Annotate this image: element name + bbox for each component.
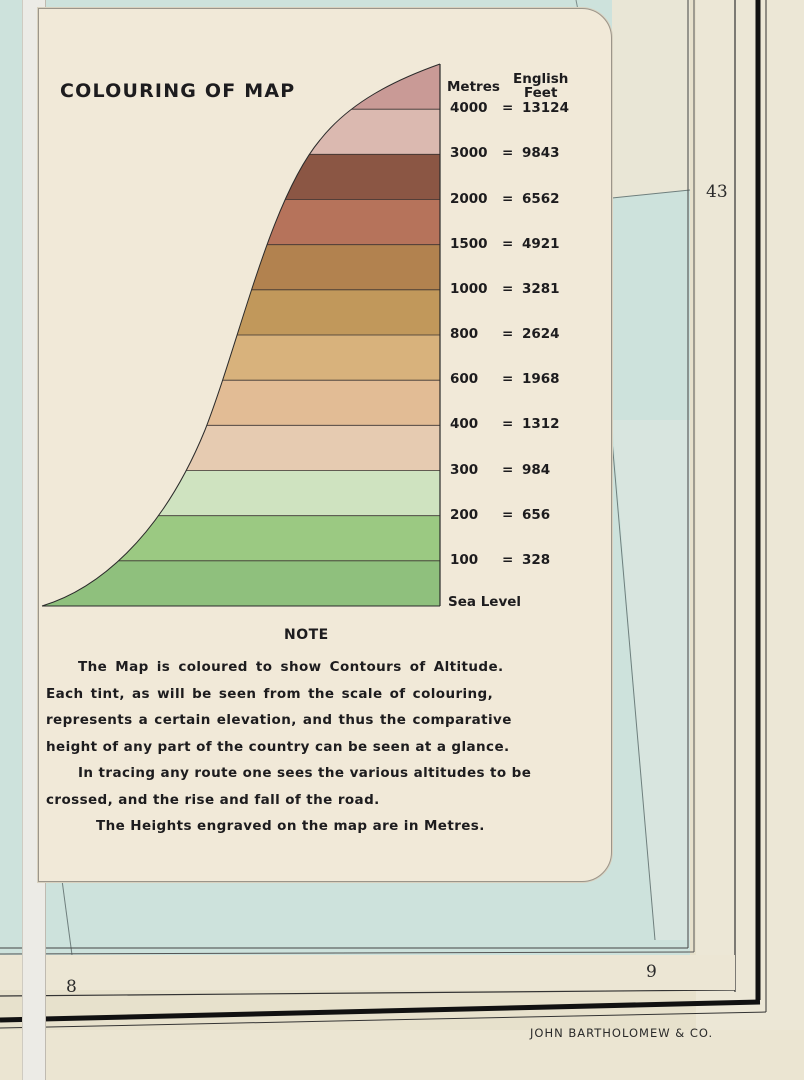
metres-value: 3000 [450, 145, 488, 162]
altitude-band [40, 335, 442, 381]
altitude-row [450, 371, 590, 389]
altitude-band [40, 425, 442, 471]
altitude-band [40, 380, 442, 426]
altitude-band [40, 516, 442, 562]
equals-sign: = [502, 235, 514, 252]
note-line: The Heights engraved on the map are in Metres. [96, 818, 485, 834]
equals-sign: = [502, 280, 514, 297]
note-line: crossed, and the rise and fall of the road. [46, 792, 380, 808]
altitude-row [450, 416, 590, 434]
feet-value: 3281 [522, 280, 560, 297]
metres-value: 1000 [450, 280, 488, 297]
metres-value: 2000 [450, 190, 488, 207]
note-line: The Map is coloured to show Contours of Altitude. [78, 659, 504, 675]
metres-value: 400 [450, 416, 479, 433]
altitude-row [450, 236, 590, 254]
altitude-row [450, 281, 590, 299]
altitude-row [450, 507, 590, 525]
altitude-row [450, 145, 590, 163]
equals-sign: = [502, 145, 514, 162]
equals-sign: = [502, 506, 514, 523]
metres-value: 1500 [450, 235, 488, 252]
note-line: height of any part of the country can be seen at a glance. [46, 739, 510, 755]
altitude-row [450, 552, 590, 570]
altitude-band [40, 154, 442, 200]
feet-value: 984 [522, 461, 551, 478]
altitude-band [40, 471, 442, 517]
equals-sign: = [502, 326, 514, 342]
equals-sign: = [502, 100, 514, 117]
feet-header-line1: English [513, 71, 569, 87]
feet-header-line2: Feet [523, 85, 558, 101]
metres-value: 200 [450, 506, 479, 523]
page-number-9: 9 [646, 962, 657, 982]
sea-level-label: Sea Level [448, 594, 522, 610]
publisher-imprint: JOHN BARTHOLOMEW & CO. [530, 1026, 714, 1040]
page-number-8: 8 [66, 977, 77, 997]
altitude-row [450, 191, 590, 209]
equals-sign: = [502, 461, 514, 478]
altitude-band [40, 64, 442, 110]
altitude-band [40, 245, 442, 291]
metres-value: 600 [450, 371, 479, 388]
altitude-band [40, 200, 442, 246]
altitude-row [450, 462, 590, 480]
equals-sign: = [502, 416, 514, 433]
note-line: In tracing any route one sees the various altitudes to be [78, 765, 532, 781]
note-line: represents a certain elevation, and thus the comparative [46, 712, 512, 728]
equals-sign: = [502, 551, 514, 568]
metres-header: Metres [447, 79, 500, 95]
feet-value: 328 [522, 551, 551, 568]
feet-value: 4921 [522, 235, 560, 252]
altitude-row [450, 326, 590, 344]
feet-value: 9843 [522, 145, 560, 162]
metres-value: 800 [450, 326, 479, 342]
equals-sign: = [502, 371, 514, 388]
legend-title: COLOURING OF MAP [60, 80, 296, 102]
metres-value: 100 [450, 551, 479, 568]
feet-value: 656 [522, 506, 551, 523]
altitude-band [40, 561, 442, 607]
feet-value: 2624 [522, 326, 560, 342]
feet-value: 6562 [522, 190, 560, 207]
note-heading: NOTE [284, 627, 329, 643]
altitude-band [40, 290, 442, 336]
metres-value: 4000 [450, 100, 488, 117]
metres-value: 300 [450, 461, 479, 478]
feet-value: 13124 [522, 100, 569, 117]
altitude-band [40, 109, 442, 155]
equals-sign: = [502, 190, 514, 207]
altitude-row [450, 100, 590, 118]
page-number-43: 43 [706, 182, 728, 202]
note-line: Each tint, as will be seen from the scale of colouring, [46, 686, 494, 702]
feet-value: 1312 [522, 416, 560, 433]
feet-value: 1968 [522, 371, 560, 388]
